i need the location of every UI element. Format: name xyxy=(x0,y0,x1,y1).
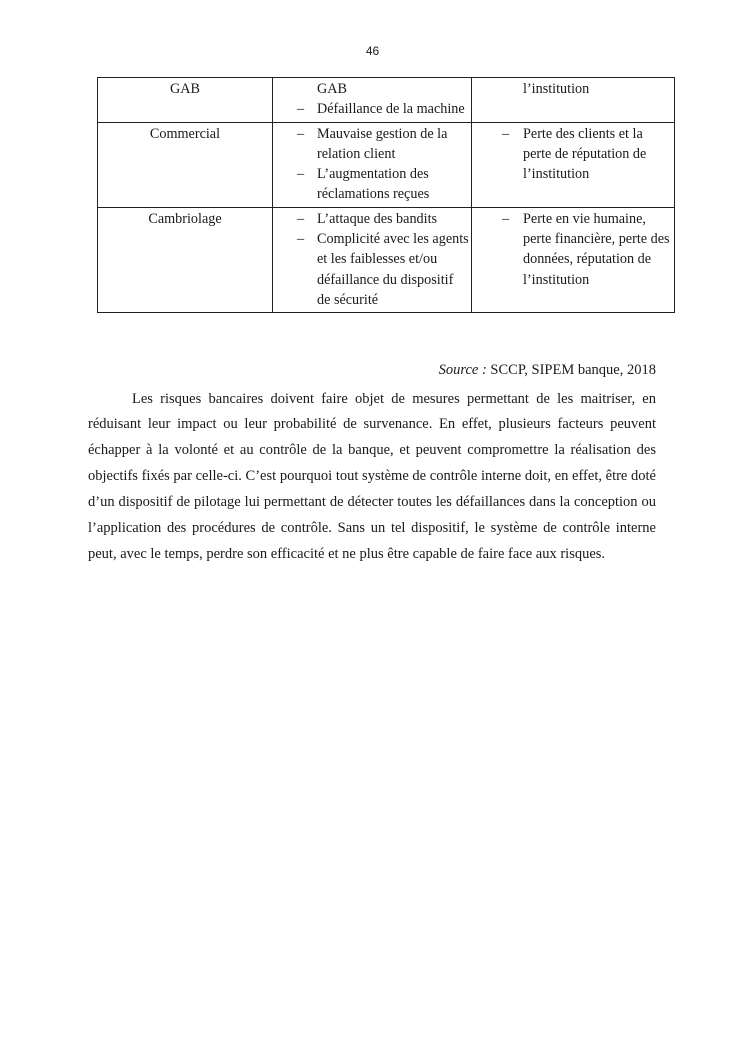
consequences-list xyxy=(478,209,670,290)
causes-list xyxy=(273,124,469,205)
list-item: – Perte en vie humaine, perte financière, perte des données, réputation de l’institution xyxy=(502,210,670,288)
continued-line: l’institution xyxy=(523,81,590,97)
risk-causes-cell xyxy=(273,78,472,123)
causes-list xyxy=(273,209,469,310)
risk-category: GAB xyxy=(98,78,273,123)
list-item: – Perte des clients et la perte de réputation de l’institution xyxy=(502,125,647,183)
continued-line: GAB xyxy=(317,81,347,97)
table-row xyxy=(98,207,675,312)
source-text: SCCP, SIPEM banque, 2018 xyxy=(490,362,656,378)
page-number: 46 xyxy=(365,44,380,58)
list-item: – Mauvaise gestion de la relation client xyxy=(297,125,448,162)
list-item: – Défaillance de la machine xyxy=(273,99,469,119)
risk-consequences-cell xyxy=(472,207,675,312)
list-item: – Complicité avec les agents et les faiblesses et/ou défaillance du dispositif de sécurité xyxy=(297,231,469,308)
risk-category: Cambriolage xyxy=(98,207,273,312)
list-item: – L’augmentation des réclamations reçues xyxy=(297,166,430,203)
risk-causes-cell xyxy=(273,207,472,312)
table-row xyxy=(98,78,675,123)
source-label: Source : xyxy=(438,362,487,378)
risk-category: Commercial xyxy=(98,122,273,207)
causes-list xyxy=(273,99,469,119)
risk-consequences-cell xyxy=(472,122,675,207)
table-row xyxy=(98,122,675,207)
risk-causes-cell xyxy=(273,122,472,207)
consequences-list xyxy=(478,124,670,185)
list-item: – L’attaque des bandits xyxy=(297,210,438,227)
table-source xyxy=(439,360,656,380)
risk-table xyxy=(97,77,675,313)
body-paragraph: Les risques bancaires doivent faire objet de mesures permettant de les maitriser, en réduisant leur impact ou leur probabilité de survenance. En effet, plusieurs facteurs peuvent échapper à la volonté et au contrôle de la banque, et peuvent compromettre la réalisation des objectifs fixés par celle-ci. C’est pourquoi tout système de contrôle interne doit, en effet, être doté d’un dispositif de pilotage lui permettant de détecter toutes les défaillances dans la conception ou l’application des procédures de contrôle. Sans un tel dispositif, le système de contrôle interne peut, avec le temps, perdre son efficacité et ne plus être capable de faire face aux risques. xyxy=(88,390,656,562)
dash-bullet: – xyxy=(297,101,305,118)
risk-consequences-cell xyxy=(472,78,675,123)
